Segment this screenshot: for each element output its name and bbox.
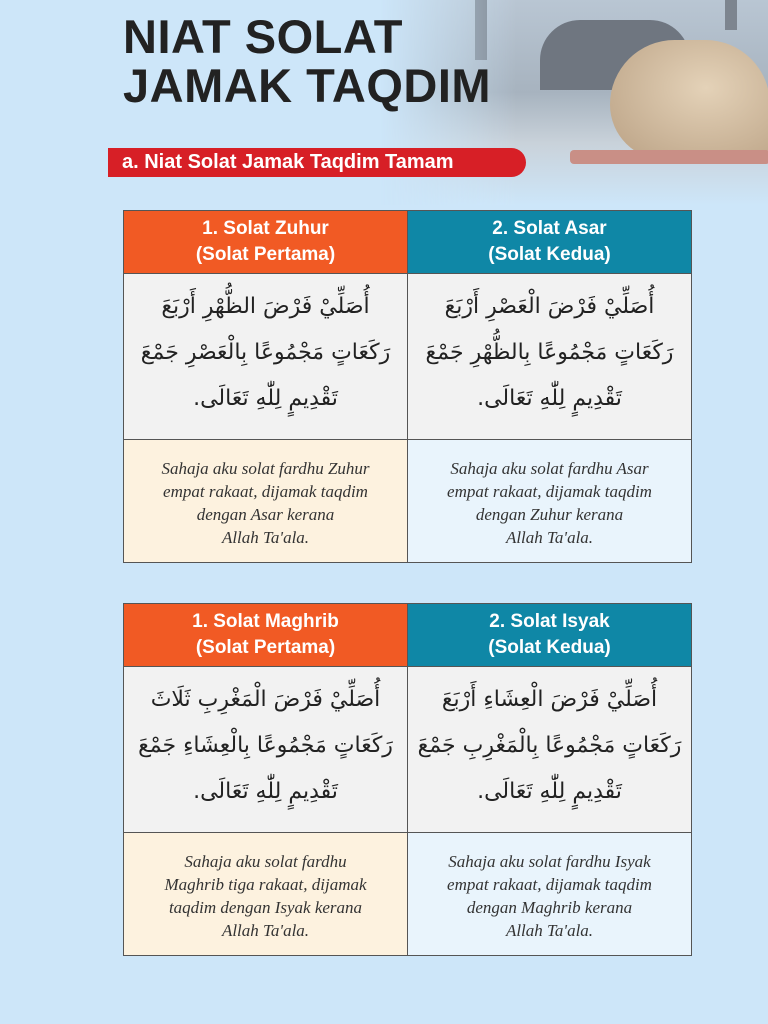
prayer-header [408,604,691,666]
arabic-niat [408,274,691,439]
translation-line: empat rakaat, dijamak taqdim [163,482,368,501]
translation [124,833,407,955]
translation-line: Allah Ta'ala. [221,921,310,940]
title-line: NIAT SOLAT [123,10,404,63]
prayer-header [124,604,407,666]
page-title [123,12,491,110]
section-banner: a. Niat Solat Jamak Taqdim Tamam [108,148,526,177]
translation-line: Allah Ta'ala. [221,528,310,547]
translation-line: Sahaja aku solat fardhu Asar [450,459,649,478]
arabic-niat [408,667,691,832]
arabic-line: رَكَعَاتٍ مَجْمُوعًا بِالْمَغْرِبِ جَمْعَ [417,733,682,758]
praying-person [610,40,768,160]
prayer-subtitle: (Solat Kedua) [488,244,611,265]
arabic-line: أُصَلِّيْ فَرْضَ الْعِشَاءِ أَرْبَعَ [441,687,658,712]
tables-container [123,210,692,976]
prayer-title: 2. Solat Isyak [489,611,610,632]
translation-line: dengan Zuhur kerana [475,505,624,524]
translation [408,833,691,955]
arabic-line: تَقْدِيمٍ لِلّٰهِ تَعَالَى. [477,779,622,804]
niat-table [123,603,692,956]
translation-line: Sahaja aku solat fardhu Zuhur [161,459,370,478]
translation-line: dengan Maghrib kerana [466,898,633,917]
translation [408,440,691,562]
arabic-line: أُصَلِّيْ فَرْضَ الْعَصْرِ أَرْبَعَ [444,294,655,319]
translation-line: taqdim dengan Isyak kerana [168,898,363,917]
translation-line: empat rakaat, dijamak taqdim [447,482,652,501]
arabic-line: رَكَعَاتٍ مَجْمُوعًا بِالْعَصْرِ جَمْعَ [140,340,391,365]
arabic-niat [124,667,407,832]
prayer-title: 1. Solat Maghrib [192,611,339,632]
prayer-header [408,211,691,273]
arabic-line: تَقْدِيمٍ لِلّٰهِ تَعَالَى. [193,386,338,411]
translation-line: empat rakaat, dijamak taqdim [447,875,652,894]
translation-line: Sahaja aku solat fardhu Isyak [448,852,651,871]
arabic-line: تَقْدِيمٍ لِلّٰهِ تَعَالَى. [193,779,338,804]
prayer-mat [570,150,768,164]
arabic-line: أُصَلِّيْ فَرْضَ الظُّهْرِ أَرْبَعَ [161,294,370,319]
arabic-line: أُصَلِّيْ فَرْضَ الْمَغْرِبِ ثَلَاثَ [150,687,381,712]
arabic-line: رَكَعَاتٍ مَجْمُوعًا بِالْعِشَاءِ جَمْعَ [138,733,393,758]
translation-line: Sahaja aku solat fardhu [184,852,347,871]
translation-line: Allah Ta'ala. [505,528,594,547]
minaret [725,0,737,30]
translation-line: dengan Asar kerana [196,505,335,524]
prayer-title: 2. Solat Asar [492,218,607,239]
prayer-subtitle: (Solat Pertama) [195,637,336,658]
prayer-title: 1. Solat Zuhur [202,218,329,239]
niat-table [123,210,692,563]
title-line: JAMAK TAQDIM [123,59,492,112]
arabic-niat [124,274,407,439]
translation-line: Allah Ta'ala. [505,921,594,940]
translation [124,440,407,562]
arabic-line: رَكَعَاتٍ مَجْمُوعًا بِالظُّهْرِ جَمْعَ [425,340,674,365]
prayer-subtitle: (Solat Pertama) [195,244,336,265]
translation-line: Maghrib tiga rakaat, dijamak [164,875,367,894]
prayer-header [124,211,407,273]
arabic-line: تَقْدِيمٍ لِلّٰهِ تَعَالَى. [477,386,622,411]
prayer-subtitle: (Solat Kedua) [488,637,611,658]
